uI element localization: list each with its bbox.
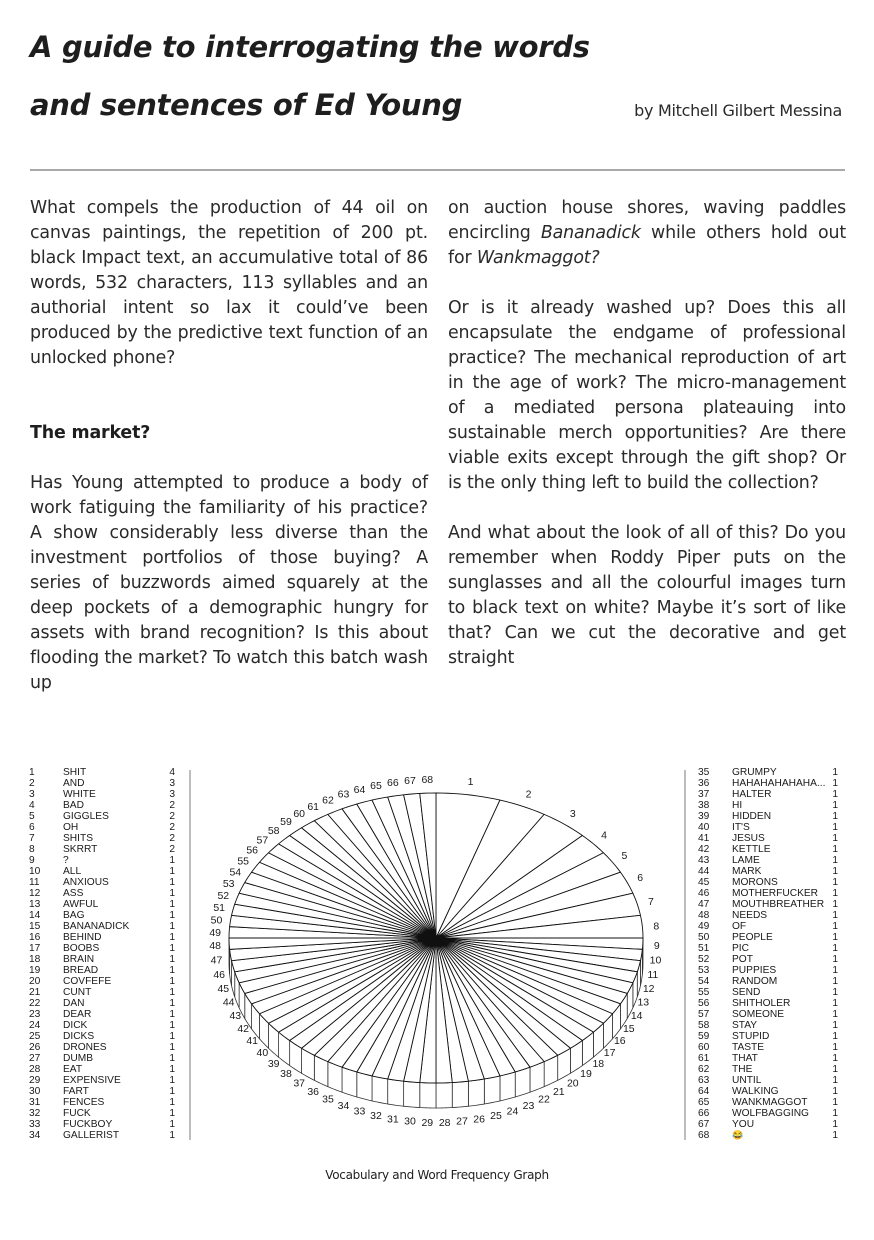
pie-slice-label: 45 — [217, 982, 230, 995]
word-rank: 4 — [29, 800, 35, 811]
word-count: 1 — [832, 811, 838, 822]
word-rank: 42 — [698, 844, 710, 855]
word-label: AWFUL — [63, 899, 99, 910]
word-label: HALTER — [732, 789, 772, 800]
word-rank: 16 — [29, 932, 41, 943]
word-label: SHIT — [63, 767, 87, 778]
pie-slice-label: 55 — [237, 855, 250, 868]
word-count: 1 — [169, 998, 175, 1009]
pie-slice-label: 22 — [538, 1093, 550, 1106]
word-label: AND — [63, 778, 85, 789]
word-label: PIC — [732, 943, 749, 954]
word-label: DAN — [63, 998, 85, 1009]
pie-slice-label: 26 — [473, 1113, 485, 1126]
pie-slice-label: 35 — [322, 1093, 334, 1106]
word-count: 1 — [832, 899, 838, 910]
word-label: FENCES — [63, 1097, 105, 1108]
pie-slice-label: 38 — [280, 1068, 292, 1081]
word-count: 1 — [832, 987, 838, 998]
word-count: 1 — [169, 921, 175, 932]
word-rank: 33 — [29, 1119, 41, 1130]
word-label: 😂 — [732, 1130, 744, 1140]
pie-slice-label: 14 — [630, 1010, 643, 1022]
artwork-title: Wankmaggot? — [476, 248, 600, 268]
word-label: BAG — [63, 910, 85, 921]
word-count: 1 — [832, 778, 838, 789]
word-count: 1 — [169, 1086, 175, 1097]
word-rank: 38 — [698, 800, 710, 811]
word-count: 1 — [832, 976, 838, 987]
word-label: ANXIOUS — [63, 877, 109, 888]
word-count: 1 — [832, 1042, 838, 1053]
word-count: 1 — [832, 1119, 838, 1130]
word-count: 1 — [169, 954, 175, 965]
word-count: 1 — [169, 1064, 175, 1075]
word-rank: 61 — [698, 1053, 710, 1064]
pie-slice-label: 29 — [421, 1116, 434, 1129]
word-count: 1 — [832, 954, 838, 965]
word-rank: 37 — [698, 789, 710, 800]
word-count: 1 — [169, 976, 175, 987]
word-count: 2 — [169, 800, 175, 811]
word-count: 1 — [832, 855, 838, 866]
word-label: EXPENSIVE — [63, 1075, 121, 1086]
word-label: FUCKBOY — [63, 1119, 113, 1130]
word-count: 1 — [832, 1053, 838, 1064]
word-count: 1 — [169, 866, 175, 877]
pie-slice-label: 65 — [370, 780, 382, 792]
pie-slice-label: 62 — [322, 794, 334, 807]
pie-slice-label: 1 — [467, 776, 474, 788]
word-count: 1 — [169, 1020, 175, 1031]
word-label: HAHAHAHAHAHA... — [732, 778, 826, 789]
word-count: 1 — [832, 866, 838, 877]
word-label: DICK — [63, 1020, 88, 1031]
word-label: SOMEONE — [732, 1009, 785, 1020]
word-label: ? — [63, 855, 69, 866]
word-rank: 56 — [698, 998, 710, 1009]
pie-slice-label: 33 — [353, 1105, 366, 1118]
pie-slice-label: 66 — [387, 777, 399, 790]
word-label: CUNT — [63, 987, 92, 998]
word-count: 1 — [169, 1031, 175, 1042]
word-count: 1 — [169, 1130, 175, 1141]
pie-slice-label: 68 — [421, 774, 434, 787]
word-count: 1 — [832, 998, 838, 1009]
pie-slice-label: 3 — [569, 808, 576, 821]
word-count: 1 — [832, 1031, 838, 1042]
word-rank: 6 — [29, 822, 35, 833]
word-rank: 40 — [698, 822, 710, 833]
title-line-2: and sentences of Ed Young — [30, 88, 463, 122]
word-count: 1 — [832, 921, 838, 932]
word-rank: 24 — [29, 1020, 41, 1031]
word-count: 1 — [169, 1108, 175, 1119]
pie-top-slices — [229, 793, 643, 1083]
word-rank: 14 — [29, 910, 41, 921]
pie-slice-side-28 — [436, 1083, 452, 1108]
pie-slice-side-27 — [452, 1081, 468, 1107]
pie-slice-label: 9 — [653, 940, 660, 953]
pie-slice-label: 56 — [246, 844, 259, 857]
word-rank: 53 — [698, 965, 710, 976]
word-rank: 32 — [29, 1108, 41, 1119]
word-label: DICKS — [63, 1031, 95, 1042]
word-label: GRUMPY — [732, 767, 777, 778]
pie-slice-label: 47 — [210, 954, 223, 967]
word-rank: 20 — [29, 976, 41, 987]
pie-slice-side-24 — [500, 1072, 515, 1101]
pie-slice-side-26 — [468, 1079, 484, 1106]
word-count: 1 — [169, 1119, 175, 1130]
word-count: 1 — [169, 888, 175, 899]
word-label: NEEDS — [732, 910, 768, 921]
pie-slice-label: 23 — [522, 1100, 535, 1113]
pie-slice-label: 17 — [603, 1046, 616, 1059]
word-count: 1 — [832, 844, 838, 855]
word-rank: 22 — [29, 998, 41, 1009]
word-label: YOU — [732, 1119, 755, 1130]
word-count: 1 — [832, 877, 838, 888]
pie-slice-side-33 — [357, 1072, 372, 1101]
word-count: 2 — [169, 811, 175, 822]
word-label: OF — [732, 921, 747, 932]
pie-slice-label: 34 — [337, 1100, 350, 1113]
word-rank: 47 — [698, 899, 710, 910]
word-rank: 54 — [698, 976, 710, 987]
pie-slice-label: 6 — [637, 872, 644, 885]
word-label: OH — [63, 822, 79, 833]
word-label: MARK — [732, 866, 762, 877]
pie-slice-label: 42 — [237, 1022, 250, 1035]
word-count: 1 — [832, 888, 838, 899]
pie-slice-label: 51 — [213, 902, 226, 914]
pie-slice-label: 21 — [552, 1086, 565, 1098]
word-rank: 66 — [698, 1108, 710, 1119]
word-rank: 27 — [29, 1053, 41, 1064]
word-label: PUPPIES — [732, 965, 777, 976]
word-rank: 39 — [698, 811, 710, 822]
word-rank: 64 — [698, 1086, 710, 1097]
word-label: BEHIND — [63, 932, 102, 943]
word-rank: 59 — [698, 1031, 710, 1042]
pie-slice-label: 27 — [456, 1115, 468, 1128]
pie-slice-label: 60 — [293, 808, 306, 821]
text-span: on auction house shores, waving paddles encircling — [448, 198, 846, 243]
pie-slice-label: 37 — [293, 1077, 306, 1090]
pie-slice-label: 31 — [387, 1113, 399, 1126]
word-count: 1 — [169, 899, 175, 910]
word-label: WOLFBAGGING — [732, 1108, 809, 1119]
word-count: 1 — [832, 943, 838, 954]
word-rank: 68 — [698, 1130, 710, 1141]
word-count: 1 — [832, 1130, 838, 1141]
word-count: 1 — [169, 1075, 175, 1086]
word-label: STUPID — [732, 1031, 770, 1042]
pie-slice-label: 58 — [267, 825, 280, 838]
word-count: 1 — [832, 1108, 838, 1119]
word-rank: 19 — [29, 965, 41, 976]
word-rank: 11 — [29, 877, 40, 888]
market-paragraph: Has Young attempted to produce a body of work fatiguing the familiarity of his practice? A show considerably less diverse than the investment portfolios of those buying? A series of buzzwords aimed squarely at the deep pockets of a demographic hungry for assets with brand recognition? Is this about flooding the market? To watch this batch wash up — [30, 473, 428, 693]
word-count: 1 — [832, 767, 838, 778]
pie-slice-side-31 — [388, 1079, 404, 1106]
pie-slice-label: 64 — [353, 783, 366, 796]
pie-slice-label: 59 — [280, 816, 292, 829]
pie-slice-label: 11 — [647, 968, 659, 981]
word-rank: 36 — [698, 778, 710, 789]
figure-caption: Vocabulary and Word Frequency Graph — [325, 1168, 549, 1182]
pie-slice-label: 10 — [649, 954, 662, 967]
word-rank: 17 — [29, 943, 41, 954]
word-rank: 7 — [29, 833, 35, 844]
word-rank: 13 — [29, 899, 41, 910]
word-count: 1 — [832, 910, 838, 921]
word-count: 2 — [169, 822, 175, 833]
pie-slice-label: 15 — [622, 1022, 635, 1035]
word-count: 1 — [832, 822, 838, 833]
word-rank: 65 — [698, 1097, 710, 1108]
word-label: SEND — [732, 987, 761, 998]
word-rank: 44 — [698, 866, 710, 877]
pie-slice-label: 25 — [490, 1110, 502, 1123]
word-label: MORONS — [732, 877, 778, 888]
word-rank: 49 — [698, 921, 710, 932]
word-label: GIGGLES — [63, 811, 109, 822]
word-count: 1 — [832, 1020, 838, 1031]
word-label: MOTHERFUCKER — [732, 888, 819, 899]
word-count: 1 — [832, 1097, 838, 1108]
word-count: 1 — [832, 1064, 838, 1075]
word-label: KETTLE — [732, 844, 771, 855]
word-rank: 28 — [29, 1064, 41, 1075]
word-label: DUMB — [63, 1053, 93, 1064]
pie-slice-label: 61 — [307, 800, 320, 813]
word-count: 1 — [832, 789, 838, 800]
word-label: SHITHOLER — [732, 998, 791, 1009]
pie-slice-label: 2 — [525, 788, 532, 801]
word-count: 1 — [169, 910, 175, 921]
word-rank: 26 — [29, 1042, 41, 1053]
word-label: EAT — [63, 1064, 83, 1075]
word-rank: 48 — [698, 910, 710, 921]
word-label: SKRRT — [63, 844, 98, 855]
word-count: 1 — [169, 855, 175, 866]
word-count: 2 — [169, 844, 175, 855]
word-count: 1 — [832, 833, 838, 844]
word-rank: 57 — [698, 1009, 710, 1020]
word-label: FART — [63, 1086, 89, 1097]
word-rank: 29 — [29, 1075, 41, 1086]
word-rank: 3 — [29, 789, 35, 800]
word-rank: 63 — [698, 1075, 710, 1086]
pie-slice-side-30 — [404, 1081, 420, 1107]
word-count: 4 — [169, 767, 175, 778]
pie-slice-label: 43 — [229, 1010, 242, 1022]
pie-slice-label: 13 — [637, 996, 650, 1009]
word-label: THAT — [732, 1053, 758, 1064]
word-label: BANANADICK — [63, 921, 130, 932]
pie-slice-label: 18 — [592, 1057, 605, 1070]
pie-slice-label: 40 — [256, 1046, 269, 1059]
word-rank: 60 — [698, 1042, 710, 1053]
pie-slice-label: 48 — [209, 940, 222, 953]
intro-paragraph: What compels the production of 44 oil on canvas paintings, the repetition of 200 pt. black Impact text, an accumulative total of 86 words, 532 characters, 113 syllables and an authorial intent so lax it could’ve been produced by the predictive text function of an unlocked phone? — [30, 198, 428, 368]
look-paragraph: And what about the look of all of this? Do you remember when Roddy Piper puts on the sunglasses and all the colourful images turn to black text on white? Maybe it’s sort of like that? Can we cut the decorative and get straight — [448, 523, 846, 668]
pie-slice-label: 50 — [210, 914, 223, 927]
pie-slice-label: 39 — [267, 1057, 280, 1070]
pie-slice-label: 5 — [621, 849, 628, 862]
word-label: MOUTHBREATHER — [732, 899, 825, 910]
word-rank: 58 — [698, 1020, 710, 1031]
section-heading: The market? — [30, 423, 151, 443]
word-rank: 55 — [698, 987, 710, 998]
word-rank: 1 — [29, 767, 35, 778]
word-count: 1 — [169, 1009, 175, 1020]
pie-slice-label: 4 — [601, 829, 607, 842]
pie-slice-label: 49 — [209, 926, 222, 939]
pie-slice-label: 32 — [370, 1110, 382, 1123]
text-span: while others hold out for — [448, 223, 847, 268]
word-count: 2 — [169, 833, 175, 844]
pie-slice-side-32 — [372, 1076, 388, 1104]
word-label: WALKING — [732, 1086, 779, 1097]
word-count: 1 — [832, 1086, 838, 1097]
word-label: WANKMAGGOT — [732, 1097, 808, 1108]
word-count: 1 — [169, 1042, 175, 1053]
pie-slice-label: 16 — [613, 1035, 626, 1048]
word-label: ALL — [63, 866, 82, 877]
word-label: TASTE — [732, 1042, 765, 1053]
word-rank: 23 — [29, 1009, 41, 1020]
word-rank: 62 — [698, 1064, 710, 1075]
word-label: JESUS — [732, 833, 765, 844]
word-rank: 10 — [29, 866, 41, 877]
word-rank: 12 — [29, 888, 41, 899]
word-rank: 34 — [29, 1130, 41, 1141]
word-label: SHITS — [63, 833, 94, 844]
word-rank: 46 — [698, 888, 710, 899]
word-count: 1 — [169, 932, 175, 943]
word-rank: 21 — [29, 987, 41, 998]
word-label: GALLERIST — [63, 1130, 120, 1141]
word-count: 1 — [832, 1009, 838, 1020]
word-count: 3 — [169, 789, 175, 800]
word-rank: 15 — [29, 921, 41, 932]
word-rank: 50 — [698, 932, 710, 943]
washed-up-paragraph: Or is it already washed up? Does this all encapsulate the endgame of professional practice? The mechanical reproduction of art in the age of work? The micro-management of a mediated persona plateauing into sustainable merch opportunities? Are there viable exits except through the gift shop? Or is the only thing left to build the collection? — [448, 298, 846, 493]
word-count: 1 — [832, 932, 838, 943]
pie-slice-label: 19 — [580, 1068, 592, 1081]
word-label: HIDDEN — [732, 811, 772, 822]
pie-slice-label: 67 — [404, 775, 416, 788]
word-rank: 30 — [29, 1086, 41, 1097]
word-count: 1 — [169, 1097, 175, 1108]
word-label: IT'S — [732, 822, 750, 833]
word-count: 1 — [832, 965, 838, 976]
word-rank: 52 — [698, 954, 710, 965]
word-label: BREAD — [63, 965, 99, 976]
word-rank: 5 — [29, 811, 35, 822]
artwork-title: Bananadick — [540, 223, 641, 243]
pie-slice-label: 28 — [438, 1116, 451, 1129]
word-label: BAD — [63, 800, 84, 811]
word-rank: 43 — [698, 855, 710, 866]
word-label: BRAIN — [63, 954, 95, 965]
pie-slice-label: 52 — [217, 889, 230, 902]
word-count: 3 — [169, 778, 175, 789]
pie-slice-label: 20 — [566, 1077, 579, 1090]
word-count: 1 — [169, 965, 175, 976]
word-count: 1 — [169, 877, 175, 888]
word-label: UNTIL — [732, 1075, 762, 1086]
pie-slice-label: 41 — [246, 1035, 259, 1048]
pie-slice-side-25 — [484, 1076, 500, 1104]
word-rank: 25 — [29, 1031, 41, 1042]
word-rank: 35 — [698, 767, 710, 778]
word-label: ASS — [63, 888, 84, 899]
word-label: COVFEFE — [63, 976, 112, 987]
word-count: 1 — [169, 1053, 175, 1064]
pie-slice-label: 7 — [647, 895, 654, 908]
pie-slice-side-29 — [420, 1083, 436, 1108]
word-label: DEAR — [63, 1009, 92, 1020]
word-rank: 18 — [29, 954, 41, 965]
pie-slice-label: 44 — [222, 996, 235, 1009]
word-label: FUCK — [63, 1108, 91, 1119]
pie-slice-label: 57 — [256, 834, 269, 847]
word-count: 1 — [169, 987, 175, 998]
word-label: LAME — [732, 855, 760, 866]
word-label: WHITE — [63, 789, 96, 800]
pie-slice-label: 36 — [307, 1086, 320, 1098]
word-rank: 2 — [29, 778, 35, 789]
word-count: 1 — [832, 800, 838, 811]
pie-slice-label: 8 — [653, 920, 660, 933]
pie-slice-label: 63 — [337, 788, 350, 801]
word-rank: 31 — [29, 1097, 41, 1108]
word-rank: 45 — [698, 877, 710, 888]
word-count: 1 — [169, 943, 175, 954]
word-label: PEOPLE — [732, 932, 773, 943]
byline: by Mitchell Gilbert Messina — [634, 101, 842, 120]
word-label: THE — [732, 1064, 753, 1075]
title-line-1: A guide to interrogating the words — [30, 30, 590, 64]
pie-slice-label: 46 — [213, 968, 226, 981]
word-rank: 8 — [29, 844, 35, 855]
word-label: DRONES — [63, 1042, 107, 1053]
pie-slice-label: 12 — [642, 982, 655, 995]
word-count: 1 — [832, 1075, 838, 1086]
word-label: HI — [732, 800, 743, 811]
word-label: POT — [732, 954, 753, 965]
word-rank: 51 — [698, 943, 710, 954]
word-label: RANDOM — [732, 976, 778, 987]
word-rank: 67 — [698, 1119, 710, 1130]
pie-slice-label: 24 — [506, 1105, 519, 1118]
pie-slice-label: 54 — [229, 866, 242, 879]
word-label: STAY — [732, 1020, 758, 1031]
word-rank: 9 — [29, 855, 35, 866]
pie-slice-label: 30 — [404, 1115, 416, 1128]
word-rank: 41 — [698, 833, 710, 844]
pie-slice-label: 53 — [222, 878, 235, 890]
word-label: BOOBS — [63, 943, 100, 954]
